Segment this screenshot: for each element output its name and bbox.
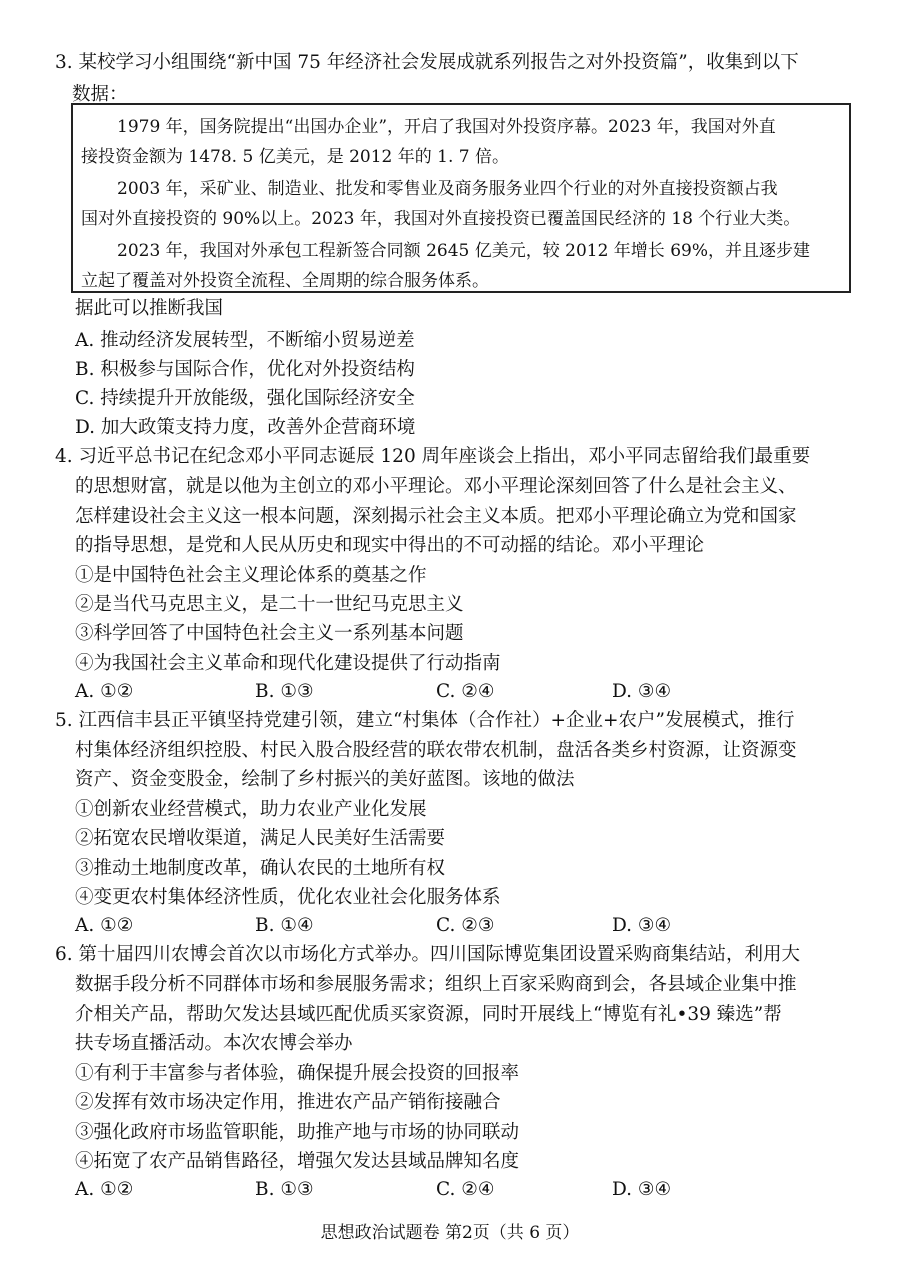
q3-lead: 据此可以推断我国 <box>75 298 224 319</box>
q6-option-d: D. ③④ <box>612 1179 672 1200</box>
q5-item: ③推动土地制度改革，确认农民的土地所有权 <box>75 858 446 879</box>
q5-option-b: B. ①④ <box>255 915 314 936</box>
page-footer: 思想政治试题卷 第2页（共 6 页） <box>320 1223 580 1243</box>
q4-item: ③科学回答了中国特色社会主义一系列基本问题 <box>75 623 464 644</box>
q6-item: ①有利于丰富参与者体验，确保提升展会投资的回报率 <box>75 1063 520 1084</box>
q6-item: ③强化政府市场监管职能，助推产地与市场的协同联动 <box>75 1122 520 1143</box>
q3-stem-line: 3. 某校学习小组围绕“新中国 75 年经济社会发展成就系列报告之对外投资篇”，收集到以下 <box>55 52 799 73</box>
q4-option-c: C. ②④ <box>436 681 495 702</box>
q3-material-line: 2003 年，采矿业、制造业、批发和零售业及商务服务业四个行业的对外直接投资额占我 <box>117 179 778 199</box>
q6-stem-line: 扶专场直播活动。本次农博会举办 <box>75 1033 353 1054</box>
q4-option-d: D. ③④ <box>612 681 672 702</box>
q3-material-line: 2023 年，我国对外承包工程新签合同额 2645 亿美元，较 2012 年增长 69%，并且逐步建 <box>117 241 810 261</box>
q4-item: ①是中国特色社会主义理论体系的奠基之作 <box>75 565 427 586</box>
q5-option-d: D. ③④ <box>612 915 672 936</box>
q3-material-line: 立起了覆盖对外投资全流程、全周期的综合服务体系。 <box>81 271 489 291</box>
q6-option-b: B. ①③ <box>255 1179 314 1200</box>
q6-item: ④拓宽了农产品销售路径，增强欠发达县域品牌知名度 <box>75 1151 520 1172</box>
q3-stem-line: 数据： <box>72 84 128 105</box>
q5-stem-line: 资产、资金变股金，绘制了乡村振兴的美好蓝图。该地的做法 <box>75 769 575 790</box>
q4-option-a: A. ①② <box>75 681 134 702</box>
q5-stem-line: 5. 江西信丰县正平镇坚持党建引领，建立“村集体（合作社）+企业+农户”发展模式，推行 <box>55 710 795 731</box>
q6-stem-line: 介相关产品，帮助欠发达县域匹配优质买家资源，同时开展线上“博览有礼•39 臻选”帮 <box>75 1004 782 1025</box>
q3-material-line: 国对外直接投资的 90%以上。2023 年，我国对外直接投资已覆盖国民经济的 18 个行业大类。 <box>81 209 801 229</box>
q3-option-d: D. 加大政策支持力度，改善外企营商环境 <box>75 417 416 438</box>
q3-option-a: A. 推动经济发展转型，不断缩小贸易逆差 <box>75 330 415 351</box>
q4-item: ②是当代马克思主义，是二十一世纪马克思主义 <box>75 594 464 615</box>
q5-item: ①创新农业经营模式，助力农业产业化发展 <box>75 799 427 820</box>
q4-stem-line: 的思想财富，就是以他为主创立的邓小平理论。邓小平理论深刻回答了什么是社会主义、 <box>75 476 797 497</box>
q3-material-line: 接投资金额为 1478. 5 亿美元，是 2012 年的 1. 7 倍。 <box>81 147 510 167</box>
q6-stem-line: 数据手段分析不同群体市场和参展服务需求；组织上百家采购商到会，各县域企业集中推 <box>75 974 797 995</box>
q3-material-box <box>71 103 851 293</box>
q6-option-c: C. ②④ <box>436 1179 495 1200</box>
q3-option-b: B. 积极参与国际合作，优化对外投资结构 <box>75 359 415 380</box>
q5-option-c: C. ②③ <box>436 915 495 936</box>
q4-stem-line: 怎样建设社会主义这一根本问题，深刻揭示社会主义本质。把邓小平理论确立为党和国家 <box>75 506 797 527</box>
q4-stem-line: 4. 习近平总书记在纪念邓小平同志诞辰 120 周年座谈会上指出，邓小平同志留给我们最重要 <box>55 446 811 467</box>
q5-stem-line: 村集体经济组织控股、村民入股合股经营的联农带农机制，盘活各类乡村资源，让资源变 <box>75 740 797 761</box>
q3-option-c: C. 持续提升开放能级，强化国际经济安全 <box>75 388 415 409</box>
q5-item: ②拓宽农民增收渠道，满足人民美好生活需要 <box>75 828 446 849</box>
q6-stem-line: 6. 第十届四川农博会首次以市场化方式举办。四川国际博览集团设置采购商集结站，利用大 <box>55 944 801 965</box>
q4-stem-line: 的指导思想，是党和人民从历史和现实中得出的不可动摇的结论。邓小平理论 <box>75 535 705 556</box>
q5-option-a: A. ①② <box>75 915 134 936</box>
q4-item: ④为我国社会主义革命和现代化建设提供了行动指南 <box>75 653 501 674</box>
q4-option-b: B. ①③ <box>255 681 314 702</box>
q6-item: ②发挥有效市场决定作用，推进农产品产销衔接融合 <box>75 1092 501 1113</box>
q6-option-a: A. ①② <box>75 1179 134 1200</box>
q5-item: ④变更农村集体经济性质，优化农业社会化服务体系 <box>75 887 501 908</box>
q3-material-line: 1979 年，国务院提出“出国办企业”，开启了我国对外投资序幕。2023 年，我国对外直 <box>117 117 776 137</box>
